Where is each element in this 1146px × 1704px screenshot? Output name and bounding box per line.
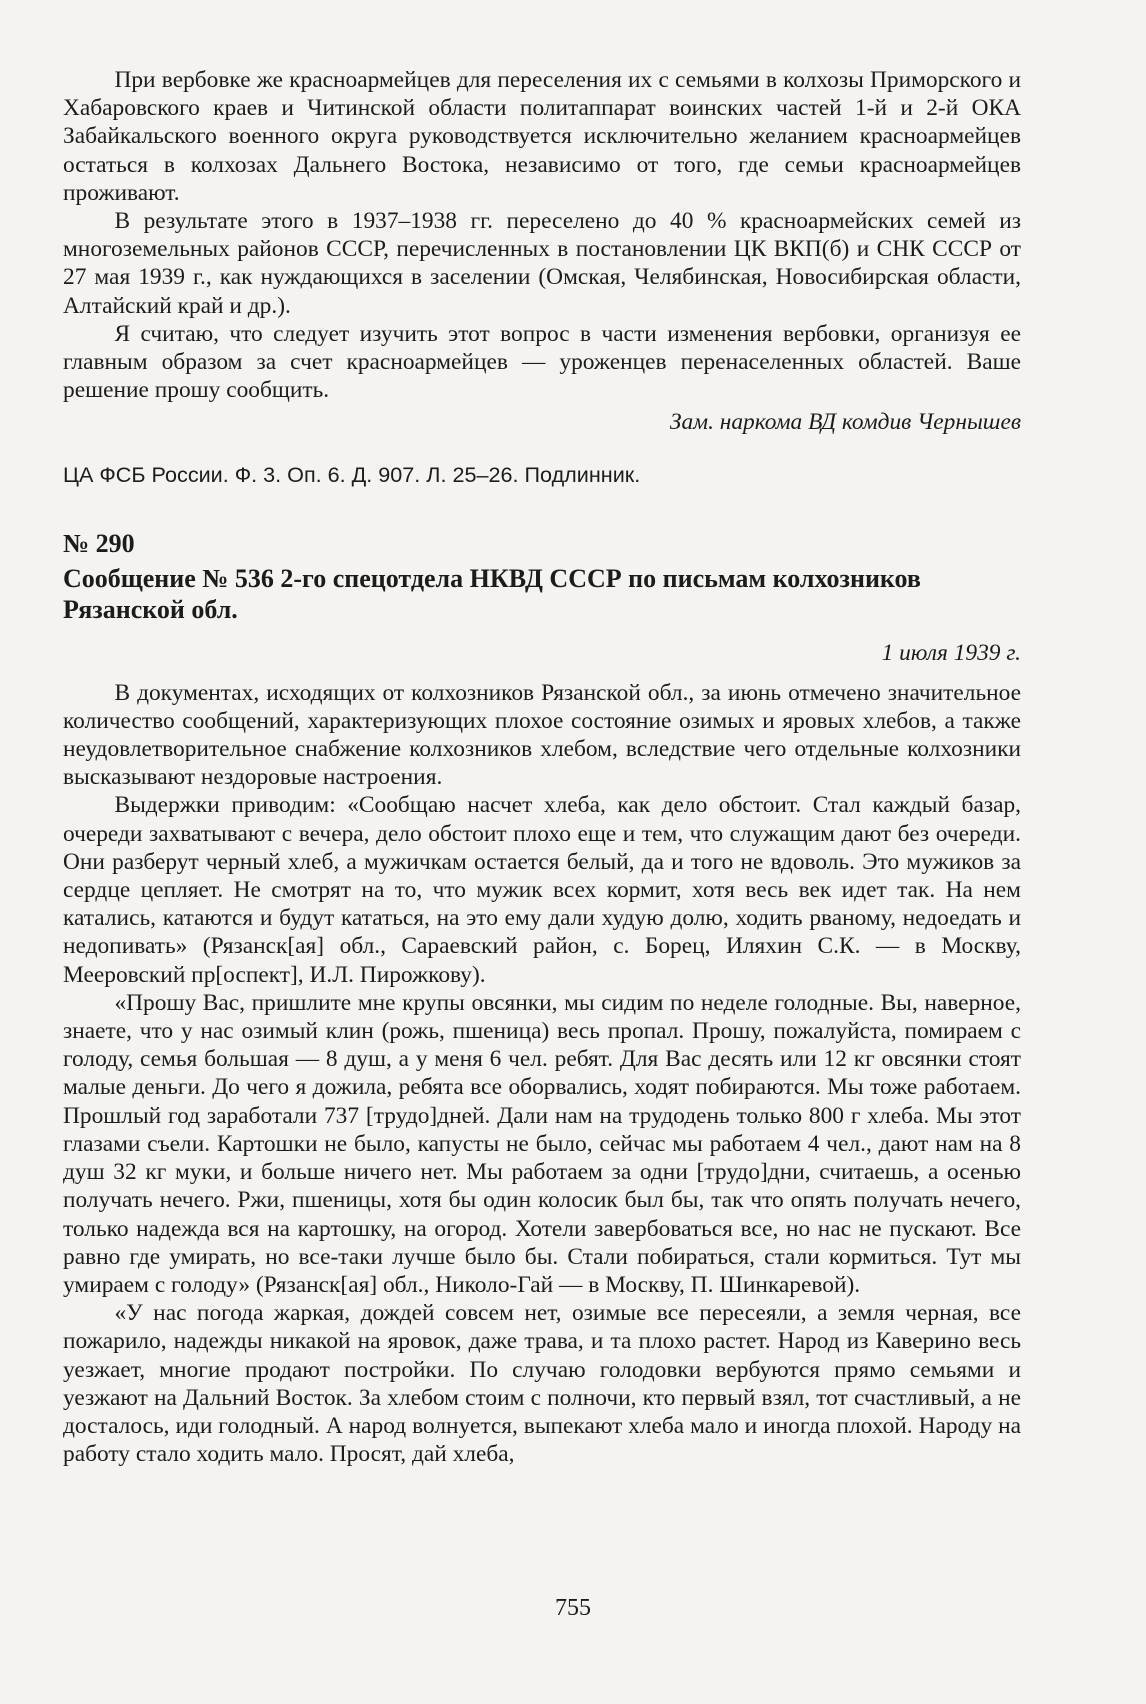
paragraph-top-3: Я считаю, что следует изучить этот вопрос в части изменения вербовки, организуя ее главным образом за счет красноармейцев — уроженцев перенаселенных областей. Ваше решение прошу сообщить. <box>63 320 1021 404</box>
document-paragraph-3: «Прошу Вас, пришлите мне крупы овсянки, мы сидим по неделе голодные. Вы, наверное, знаете, что у нас озимый клин (рожь, пшеница) весь пропал. Прошу, пожалуйста, помираем с голоду, семья большая — 8 душ, а у меня 6 чел. ребят. Для Вас десять или 12 кг овсянки стоят малые деньги. До чего я дожила, ребята все оборвались, ходят побираются. Мы тоже работаем. Прошлый год заработали 737 [трудо]дней. Дали нам на трудодень только 800 г хлеба. Мы этот глазами съели. Картошки не было, капусты не было, сейчас мы работаем 4 чел., дают нам на 8 душ 32 кг муки, и больше ничего нет. Мы работаем за одни [трудо]дни, считаешь, а осенью получать нечего. Ржи, пшеницы, хотя бы один колосик был бы, так что опять получать нечего, только надежда вся на картошку, на огород. Хотели завербоваться все, но нас не пускают. Все равно где умирать, но все-таки лучше было бы. Стали побираться, стали кормиться. Тут мы умираем с голоду» (Рязанск[ая] обл., Николо-Гай — в Москву, П. Шинкаревой). <box>63 989 1021 1298</box>
page-number: 755 <box>555 1595 591 1621</box>
archive-reference: ЦА ФСБ России. Ф. 3. Оп. 6. Д. 907. Л. 25–26. Подлинник. <box>63 461 641 487</box>
text-column <box>63 66 1021 1468</box>
document-date: 1 июля 1939 г. <box>881 639 1021 666</box>
document-number: № 290 <box>63 528 135 558</box>
document-paragraph-4: «У нас погода жаркая, дождей совсем нет, озимые все пересеяли, а земля черная, все пожарило, надежды никакой на яровок, даже трава, и та плохо растет. Народ из Каверино весь уезжает, многие продают постройки. По случаю голодовки вербуются прямо семьями и уезжают на Дальний Восток. За хлебом стоим с полночи, кто первый взял, тот счастливый, а не досталось, иди голодный. А народ волнуется, выпекают хлеба мало и иногда плохой. Народу на работу стало ходить мало. Просят, дай хлеба, <box>63 1300 1021 1468</box>
document-paragraph-1: В документах, исходящих от колхозников Рязанской обл., за июнь отмечено значительное количество сообщений, характеризующих плохое состояние озимых и яровых хлебов, а также неудовлетворительное снабжение колхозников хлебом, вследствие чего отдельные колхозники высказывают нездоровые настроения. <box>63 679 1021 791</box>
document-title: Сообщение № 536 2-го спецотдела НКВД СССР по письмам колхозников Рязанской обл. <box>63 563 921 624</box>
paragraph-top-2: В результате этого в 1937–1938 гг. переселено до 40 % красноармейских семей из многоземельных районов СССР, перечисленных в постановлении ЦК ВКП(б) и СНК СССР от 27 мая 1939 г., как нуждающихся в заселении (Омская, Челябинская, Новосибирская области, Алтайский край и др.). <box>63 208 1021 319</box>
document-paragraph-2: Выдержки приводим: «Сообщаю насчет хлеба, как дело обстоит. Стал каждый базар, очереди захватывают с вечера, дело обстоит плохо еще и тем, что служащим дают без очереди. Они разберут черный хлеб, а мужичкам остается белый, да и того не вдоволь. Это мужиков за сердце цепляет. Не смотрят на то, что мужик всех кормит, хотя весь век идет так. На нем катались, катаются и будут кататься, на это ему дали худую долю, ходить рваному, недоедать и недопивать» (Рязанск[ая] обл., Сараевский район, с. Борец, Иляхин С.К. — в Москву, Мееровский пр[оспект], И.Л. Пирожкову). <box>63 792 1021 988</box>
signature: Зам. наркома ВД комдив Чернышев <box>669 409 1021 436</box>
paragraph-top-1: При вербовке же красноармейцев для переселения их с семьями в колхозы Приморского и Хабаровского краев и Читинской области политаппарат воинских частей 1-й и 2-й ОКА Забайкальского военного округа руководствуется исключительно желанием красноармейцев остаться в колхозах Дальнего Востока, независимо от того, где семьи красноармейцев проживают. <box>63 67 1021 206</box>
